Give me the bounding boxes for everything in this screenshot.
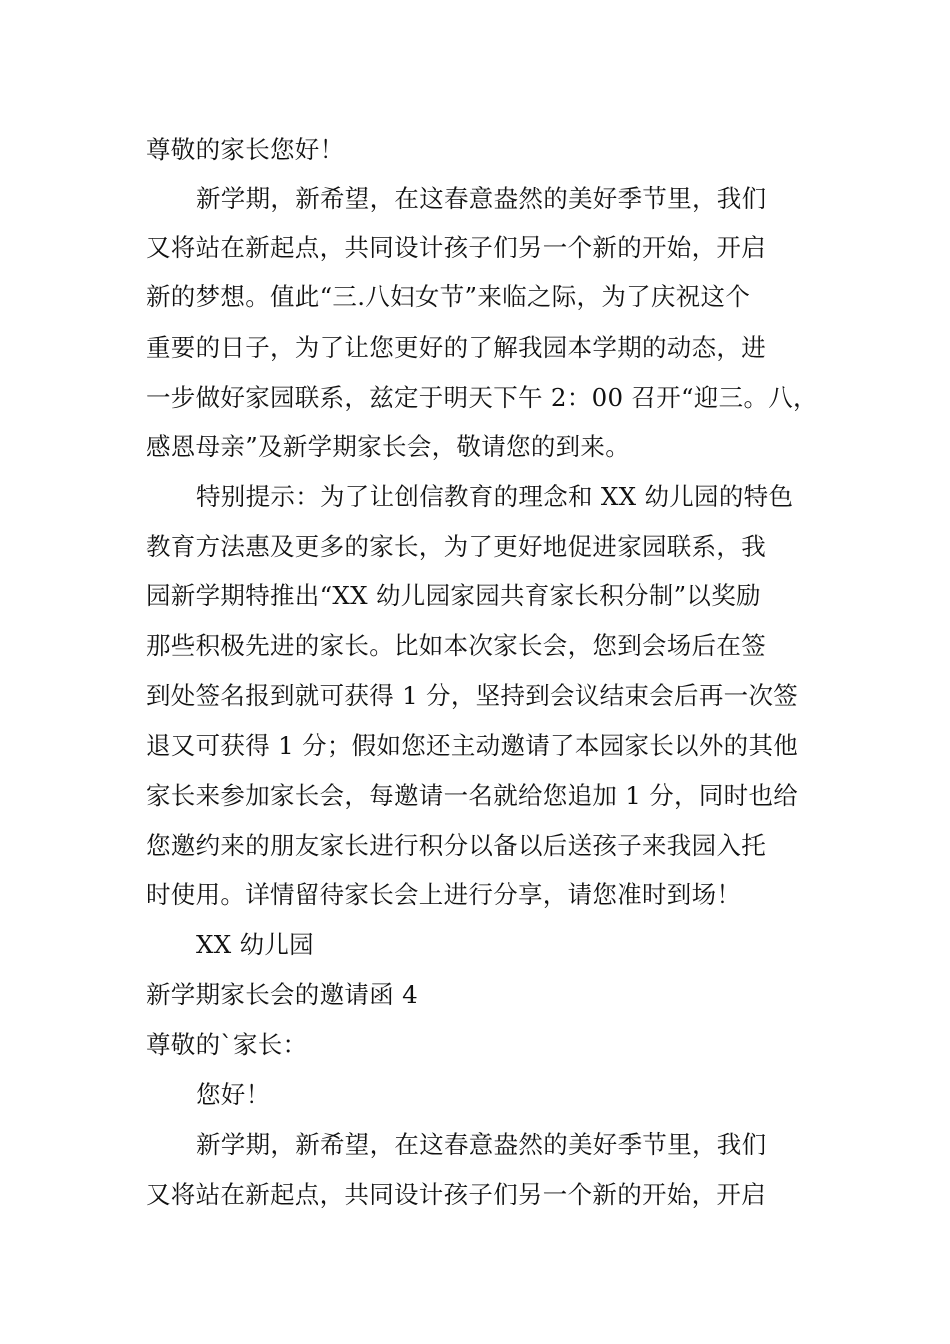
signature-line: XX 幼儿园 <box>196 930 314 959</box>
section-heading: 新学期家长会的邀请函 4 <box>146 980 418 1009</box>
paragraph-line: 园新学期特推出“XX 幼儿园家园共育家长积分制”以奖励 <box>146 581 761 610</box>
greeting-line: 您好！ <box>196 1080 271 1109</box>
salutation: 尊敬的`家长： <box>146 1030 308 1059</box>
paragraph-line: 家长来参加家长会，每邀请一名就给您追加 1 分，同时也给 <box>146 781 799 810</box>
paragraph-line: 到处签名报到就可获得 1 分，坚持到会议结束会后再一次签 <box>146 681 799 710</box>
paragraph-line: 退又可获得 1 分；假如您还主动邀请了本园家长以外的其他 <box>146 731 799 760</box>
paragraph-line: 一步做好家园联系，兹定于明天下午 2：00 召开“迎三。八， <box>146 383 818 412</box>
paragraph-line: 新的梦想。值此“三.八妇女节”来临之际，为了庆祝这个 <box>146 282 751 311</box>
paragraph-line: 时使用。详情留待家长会上进行分享，请您准时到场！ <box>146 880 742 909</box>
paragraph-line: 特别提示：为了让创信教育的理念和 XX 幼儿园的特色 <box>196 482 794 511</box>
paragraph-line: 感恩母亲”及新学期家长会，敬请您的到来。 <box>146 432 631 461</box>
paragraph-line: 您邀约来的朋友家长进行积分以备以后送孩子来我园入托 <box>146 831 766 860</box>
paragraph-line: 重要的日子，为了让您更好的了解我园本学期的动态，进 <box>146 333 766 362</box>
paragraph-line: 新学期，新希望，在这春意盎然的美好季节里，我们 <box>196 184 767 213</box>
paragraph-line: 又将站在新起点，共同设计孩子们另一个新的开始，开启 <box>146 233 766 262</box>
paragraph-line: 教育方法惠及更多的家长，为了更好地促进家园联系，我 <box>146 532 766 561</box>
paragraph-line: 那些积极先进的家长。比如本次家长会，您到会场后在签 <box>146 631 766 660</box>
salutation: 尊敬的家长您好！ <box>146 135 345 164</box>
paragraph-line: 又将站在新起点，共同设计孩子们另一个新的开始，开启 <box>146 1180 766 1209</box>
paragraph-line: 新学期，新希望，在这春意盎然的美好季节里，我们 <box>196 1130 767 1159</box>
